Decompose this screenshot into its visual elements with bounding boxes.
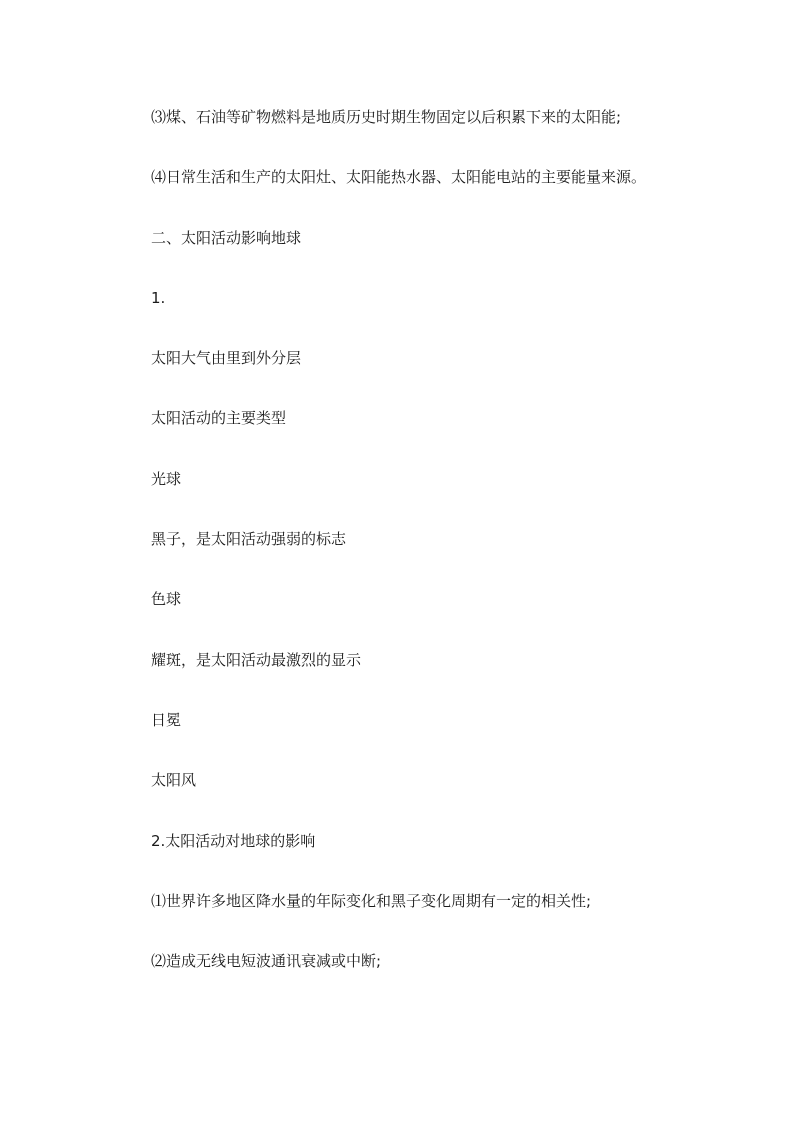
paragraph-daily-solar-uses: ⑷日常生活和生产的太阳灶、太阳能热水器、太阳能电站的主要能量来源。: [151, 168, 647, 187]
list-number-1: 1.: [151, 288, 166, 307]
subheading-effects-on-earth: 2.太阳活动对地球的影响: [151, 831, 316, 850]
paragraph-precipitation-correlation: ⑴世界许多地区降水量的年际变化和黑子变化周期有一定的相关性;: [151, 891, 592, 910]
text-solar-flares: 耀斑，是太阳活动最激烈的显示: [151, 650, 362, 669]
text-photosphere: 光球: [151, 469, 182, 488]
paragraph-radio-disruption: ⑵造成无线电短波通讯衰减或中断;: [151, 952, 382, 971]
section-heading-solar-activity: 二、太阳活动影响地球: [151, 228, 302, 247]
text-solar-activity-types: 太阳活动的主要类型: [151, 409, 287, 428]
document-body: [151, 104, 751, 1008]
text-solar-wind: 太阳风: [151, 771, 197, 790]
text-corona: 日冕: [151, 710, 182, 729]
text-solar-atmosphere-layers: 太阳大气由里到外分层: [151, 349, 302, 368]
text-chromosphere: 色球: [151, 590, 182, 609]
text-sunspots: 黑子，是太阳活动强弱的标志: [151, 530, 347, 549]
paragraph-fossil-fuel-solar-energy: ⑶煤、石油等矿物燃料是地质历史时期生物固定以后积累下来的太阳能;: [151, 108, 622, 126]
